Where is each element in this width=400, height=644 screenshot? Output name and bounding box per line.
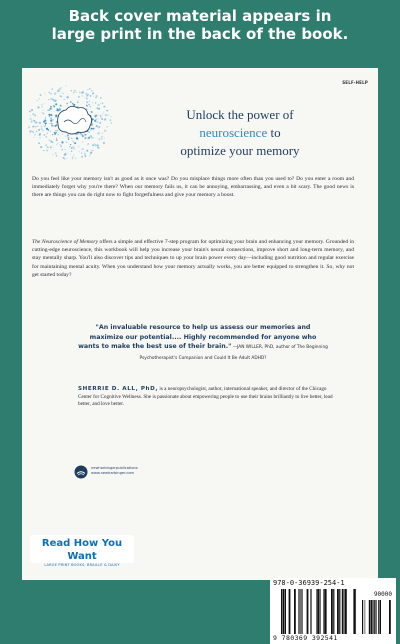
- rhyw-logo-text: Read How You Want: [41, 538, 123, 562]
- author-bio: [78, 386, 336, 409]
- category-label: SELF-HELP: [342, 80, 368, 85]
- large-print-banner: [0, 0, 400, 50]
- description-paragraph-2: [32, 238, 354, 279]
- isbn-bottom-text: 9 780369 392541: [273, 634, 338, 642]
- headline-accent: neuroscience: [199, 125, 268, 140]
- banner-line-1: Back cover material appears in: [68, 7, 332, 25]
- isbn-barcode: [270, 578, 396, 644]
- banner-line-2: large print in the back of the book.: [51, 25, 349, 43]
- headline-line-3: optimize your memory: [180, 143, 300, 158]
- headline-line-1: Unlock the power of: [186, 107, 294, 122]
- headline: [140, 106, 340, 160]
- publisher-name: newharbingerpublications: [91, 466, 138, 470]
- description-paragraph-1: Do you feel like your memory isn't as good as it once was? Do you misplace things more often than you used to? Do you enter a room and immediately forget why you're there? When our memory fails us, it can be annoying, embarrassing, and even a bit scary. The good news is there are things you can do right now to fight forgetfulness and give your memory a boost.: [32, 176, 354, 199]
- isbn-top-text: 978-0-36939-254-1: [273, 579, 345, 587]
- paragraph-2-text: offers a simple and effective 7-step program for optimizing your brain and enhancing your memory. Grounded in cutting-edge neuroscience, this workbook will help you increase your brain's neural connections, improve short and long-term memory, and stay mentally sharp. You'll also discover tips and techniques to up your brain power every day—including good nutrition and regular exercise for maintaining mental acuity. When you understand how your memory actually works, you are better equipped to strengthen it. So, why not get started today?: [32, 239, 355, 278]
- publisher-logo-icon: [74, 465, 88, 479]
- endorsement-quote: [78, 323, 328, 363]
- publisher-url: www.newharbinger.com: [91, 471, 135, 475]
- author-name: SHERRIE D. ALL, PhD,: [78, 386, 159, 392]
- brain-dots-illustration: [28, 78, 148, 178]
- headline-line-2-rest: to: [267, 125, 281, 140]
- book-back-cover: [22, 68, 392, 642]
- price-code-text: 90000: [373, 591, 392, 598]
- read-how-you-want-logo: [30, 535, 134, 567]
- quote-attribution: —JAN WILLER, PhD, author of The Beginning Psychotherapist's Companion and Could It Be Adult ADHD?: [139, 345, 328, 361]
- author-bio-text: is a neuropsychologist, author, international speaker, and director of the Chicago Center for Cognitive Wellness. She is passionate about empowering people to use their brains brilliantly to live better, lead better, and love better.: [78, 386, 333, 408]
- barcode-bars-addon: [362, 600, 392, 634]
- rhyw-tagline: LARGE PRINT BOOKS, BRAILLE & DAISY: [44, 563, 120, 567]
- barcode-bars-main: [274, 589, 356, 634]
- quote-text: "An invaluable resource to help us assess our memories and maximize our potential.... Highly recommended for anyone who wants to make the best use of their brain.": [78, 324, 317, 351]
- book-title-inline: The Neuroscience of Memory: [32, 239, 99, 245]
